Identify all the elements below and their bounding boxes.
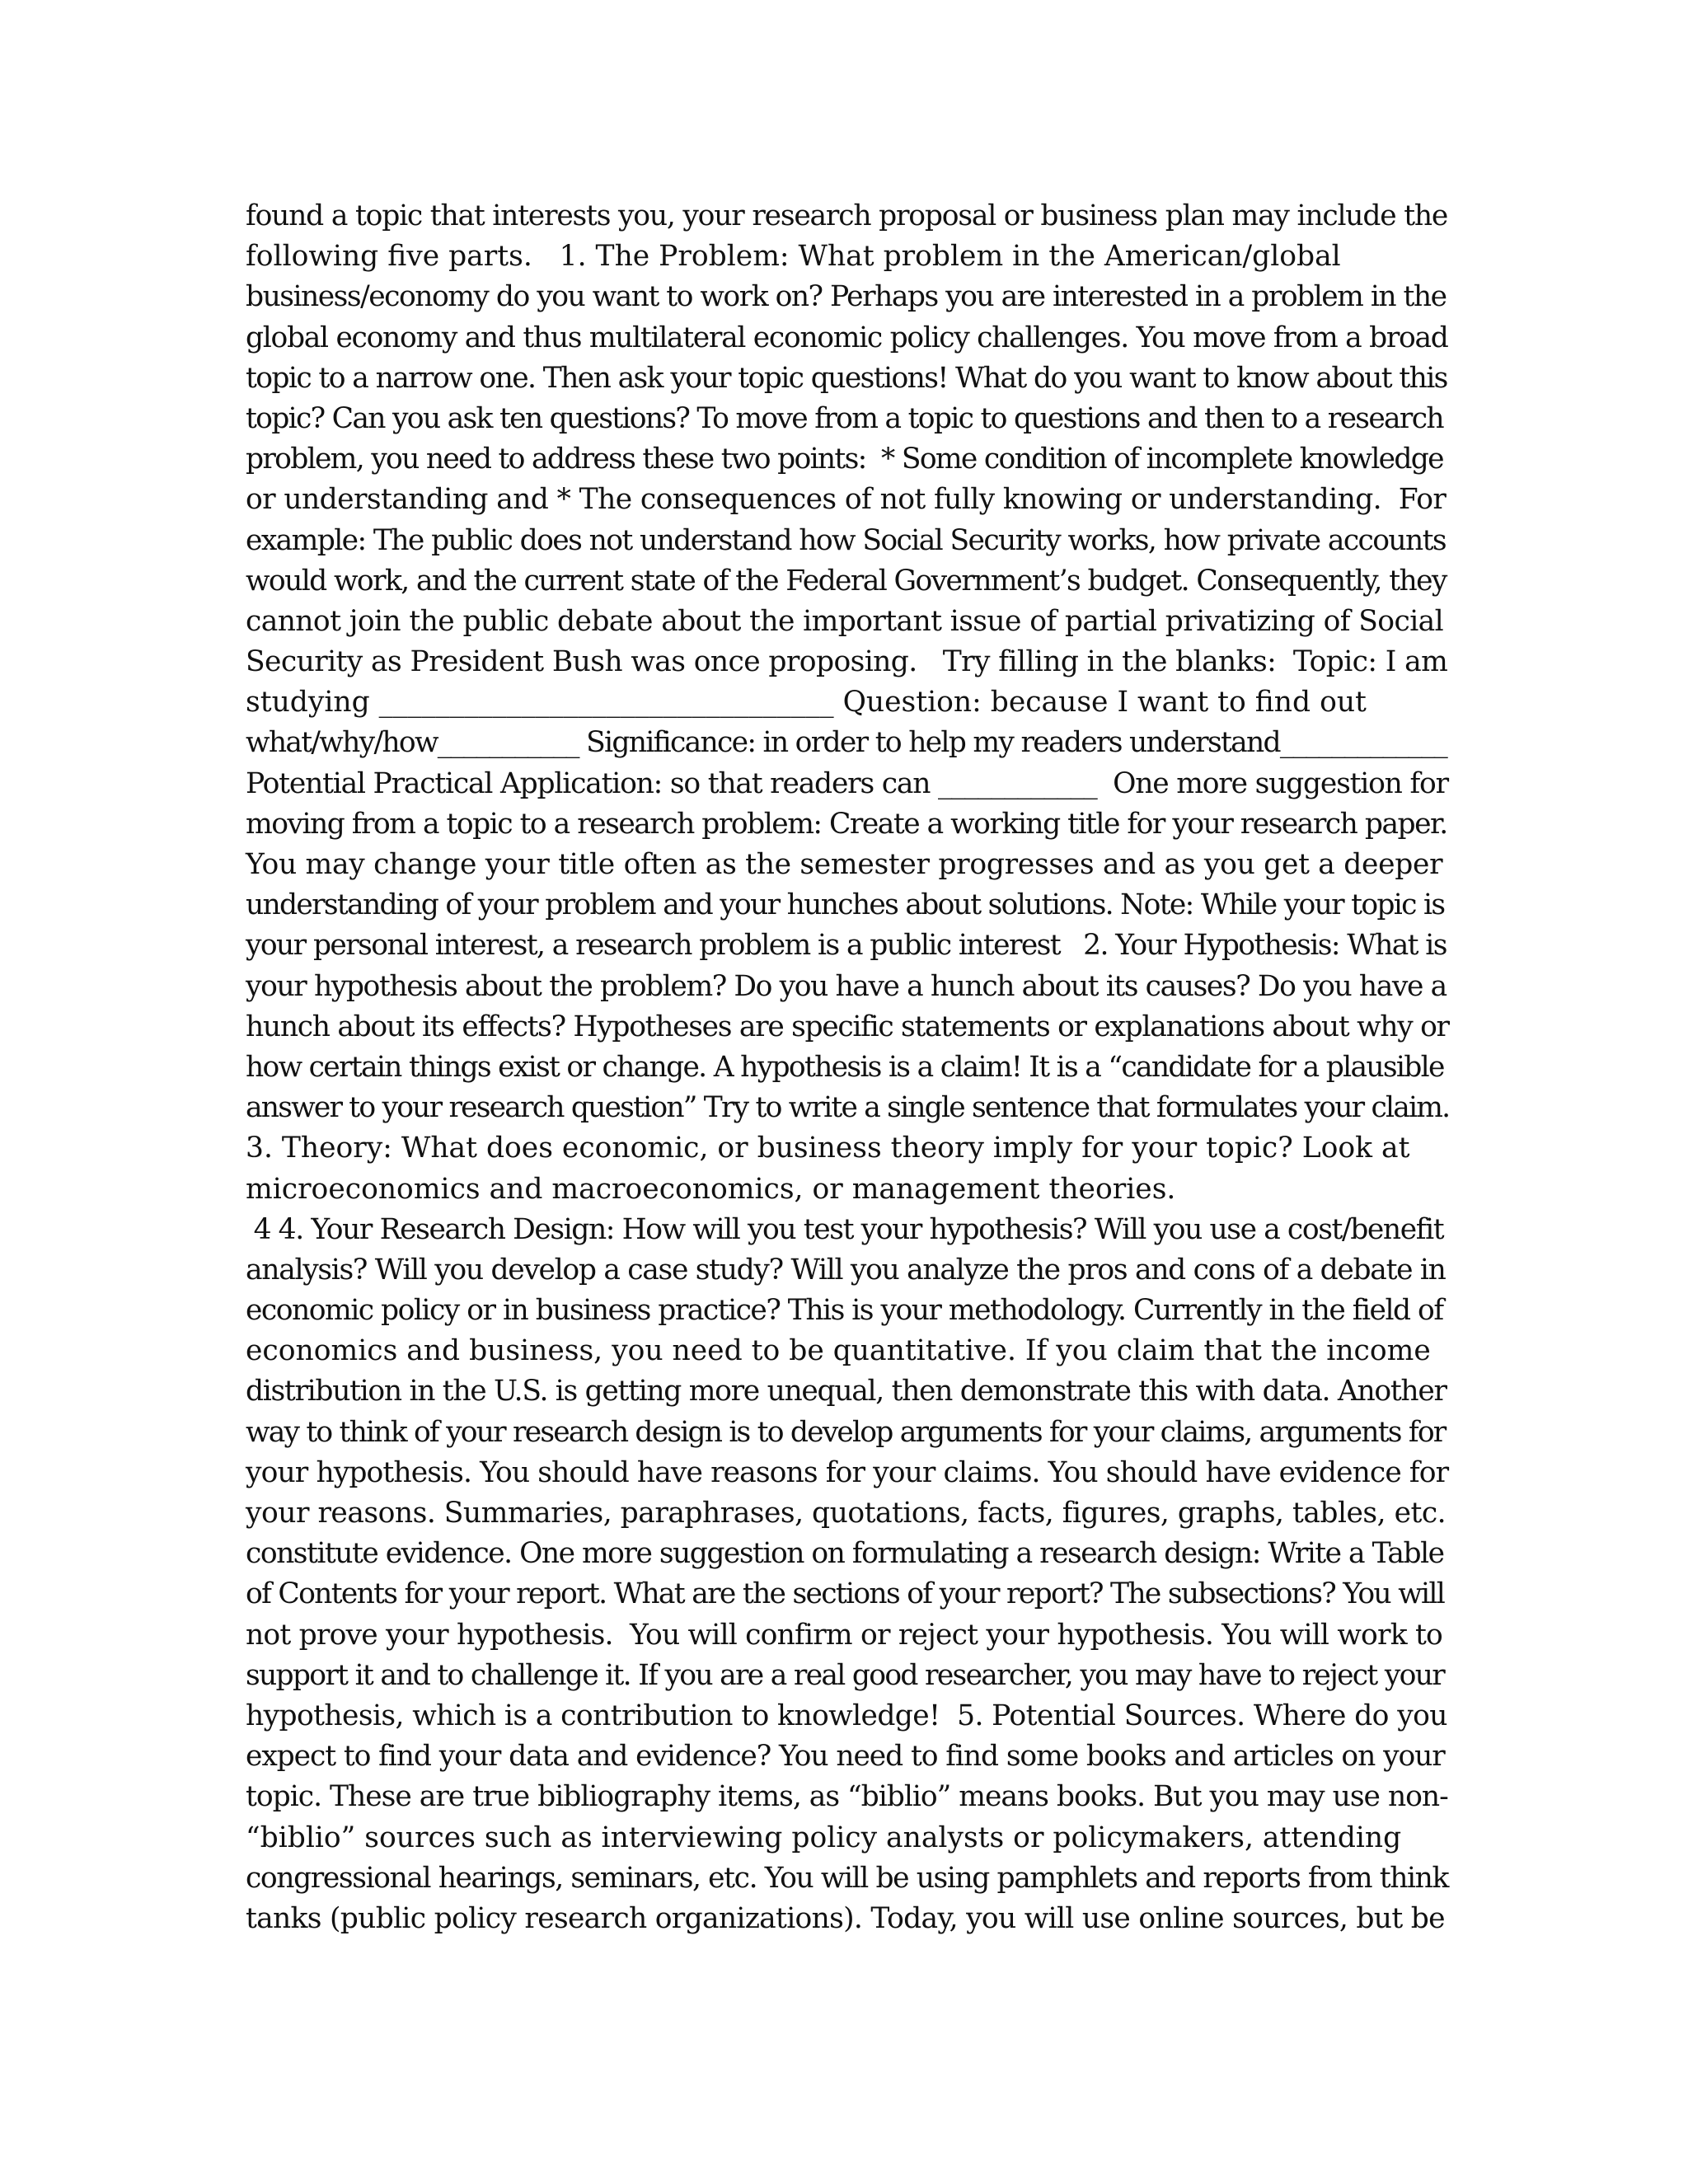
text-line: global economy and thus multilateral economic policy challenges. You move from a broad bbox=[246, 321, 1448, 354]
text-line: your hypothesis about the problem? Do you have a hunch about its causes? Do you have a bbox=[246, 969, 1447, 1003]
text-line: hypothesis, which is a contribution to knowledge! 5. Potential Sources. Where do you bbox=[246, 1699, 1447, 1732]
text-line: problem, you need to address these two points: * Some condition of incomplete knowledge bbox=[246, 443, 1443, 476]
text-line: 3. Theory: What does economic, or business theory imply for your topic? Look at bbox=[246, 1132, 1410, 1165]
text-line: not prove your hypothesis. You will confirm or reject your hypothesis. You will work to bbox=[246, 1618, 1443, 1652]
text-line: distribution in the U.S. is getting more unequal, then demonstrate this with data. Another bbox=[246, 1375, 1447, 1408]
text-line: what/why/how___________ Significance: in order to help my readers understand_____________ bbox=[246, 726, 1447, 760]
text-line: economic policy or in business practice? This is your methodology. Currently in the field of bbox=[246, 1294, 1443, 1328]
text-line: how certain things exist or change. A hypothesis is a claim! It is a “candidate for a plausible bbox=[246, 1050, 1444, 1084]
text-line: constitute evidence. One more suggestion on formulating a research design: Write a Table bbox=[246, 1537, 1444, 1571]
text-line: support it and to challenge it. If you are a real good researcher, you may have to reject your bbox=[246, 1658, 1445, 1692]
text-line: analysis? Will you develop a case study? Will you analyze the pros and cons of a debate in bbox=[246, 1253, 1446, 1286]
text-line: microeconomics and macroeconomics, or management theories. bbox=[246, 1172, 1176, 1206]
text-line: or understanding and * The consequences of not fully knowing or understanding. For bbox=[246, 483, 1447, 517]
text-line: congressional hearings, seminars, etc. You will be using pamphlets and reports from think bbox=[246, 1861, 1448, 1895]
text-line: of Contents for your report. What are the sections of your report? The subsections? You will bbox=[246, 1577, 1445, 1611]
text-line: answer to your research question” Try to write a single sentence that formulates your claim. bbox=[246, 1091, 1450, 1125]
text-line: topic? Can you ask ten questions? To move from a topic to questions and then to a research bbox=[246, 401, 1443, 435]
text-line: your personal interest, a research problem is a public interest 2. Your Hypothesis: What is bbox=[246, 929, 1447, 963]
text-line: tanks (public policy research organizations). Today, you will use online sources, but be bbox=[246, 1901, 1445, 1935]
text-line: studying ________________________________ Question: because I want to find out bbox=[246, 686, 1367, 719]
text-line: business/economy do you want to work on? Perhaps you are interested in a problem in the bbox=[246, 280, 1447, 314]
text-line: Potential Practical Application: so that readers can ____________ One more suggestion for bbox=[246, 766, 1448, 800]
text-line: following five parts. 1. The Problem: What problem in the American/global bbox=[246, 240, 1341, 274]
text-line: your reasons. Summaries, paraphrases, quotations, facts, figures, graphs, tables, etc. bbox=[246, 1497, 1447, 1530]
text-line: hunch about its effects? Hypotheses are specific statements or explanations about why or bbox=[246, 1010, 1449, 1043]
text-line: way to think of your research design is to develop arguments for your claims, arguments for bbox=[246, 1415, 1446, 1449]
text-line: would work, and the current state of the Federal Government’s budget. Consequently, they bbox=[246, 564, 1447, 598]
text-line: topic to a narrow one. Then ask your topic questions! What do you want to know about this bbox=[246, 361, 1447, 395]
text-line: your hypothesis. You should have reasons for your claims. You should have evidence for bbox=[246, 1455, 1449, 1489]
text-line: Security as President Bush was once proposing. Try filling in the blanks: Topic: I am bbox=[246, 645, 1448, 679]
text-line: expect to find your data and evidence? You need to find some books and articles on your bbox=[246, 1740, 1445, 1774]
text-line: You may change your title often as the semester progresses and as you get a deeper bbox=[246, 848, 1443, 881]
text-line: understanding of your problem and your hunches about solutions. Note: While your topic is bbox=[246, 888, 1445, 922]
text-line: economics and business, you need to be quantitative. If you claim that the income bbox=[246, 1334, 1431, 1368]
text-line: topic. These are true bibliography items, as “biblio” means books. But you may use non- bbox=[246, 1780, 1448, 1814]
text-line: found a topic that interests you, your research proposal or business plan may include the bbox=[246, 199, 1448, 232]
text-line: moving from a topic to a research problem: Create a working title for your research paper. bbox=[246, 807, 1447, 841]
text-line: 4 4. Your Research Design: How will you test your hypothesis? Will you use a cost/benefit bbox=[246, 1212, 1444, 1246]
text-line: example: The public does not understand how Social Security works, how private accounts bbox=[246, 523, 1447, 557]
text-line: “biblio” sources such as interviewing policy analysts or policymakers, attending bbox=[246, 1821, 1402, 1854]
text-line: cannot join the public debate about the important issue of partial privatizing of Social bbox=[246, 604, 1444, 638]
body-text bbox=[246, 196, 1449, 1939]
